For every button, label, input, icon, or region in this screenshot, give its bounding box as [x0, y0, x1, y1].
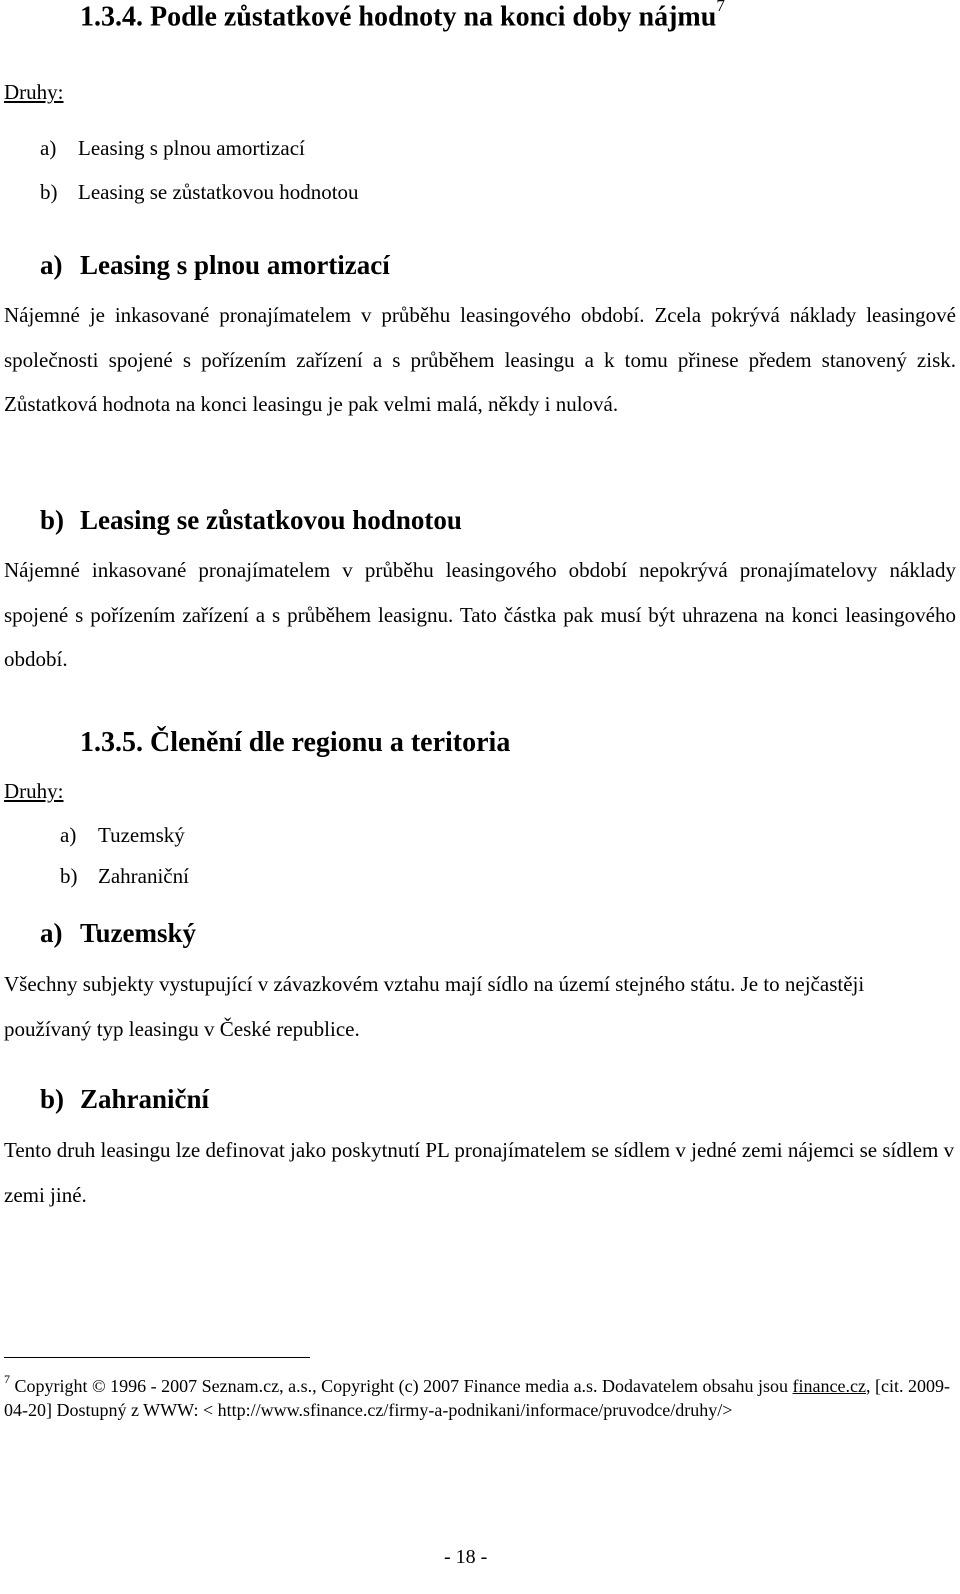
- page-number: - 18 -: [444, 1546, 488, 1568]
- druhy-label: Druhy:: [4, 80, 64, 104]
- list-item: a) Tuzemský: [60, 823, 185, 847]
- druhy-label: Druhy:: [4, 779, 64, 803]
- list-item: b) Leasing se zůstatkovou hodnotou: [40, 180, 359, 204]
- list-item: b) Zahraniční: [60, 864, 189, 888]
- section-heading-1-3-5: 1.3.5. Členění dle regionu a teritoria: [80, 727, 511, 758]
- subheading-domestic: a) Tuzemský: [40, 918, 197, 948]
- footnote: $^7$ Copyright © 1996 - 2007 Seznam.cz, a.s., Copyright (c) 2007 Finance media a.s. Dodavatelem obsahu jsou finance.cz, [cit. 2009-04-20] Dostupný z WWW: < http://www.sfinance.cz/firmy-a-podnikani/informace/pruvodce/druhy/>: [4, 1372, 950, 1420]
- paragraph-domestic: Všechny subjekty vystupující v závazkovém vztahu mají sídlo na území stejného státu. Je to nejčastěji používaný typ leasingu v České republice.: [4, 972, 865, 1041]
- footnote-link[interactable]: finance.cz: [792, 1376, 866, 1396]
- footnote-separator: [4, 1357, 310, 1358]
- subheading-foreign: b) Zahraniční: [40, 1084, 210, 1114]
- footnote-reference: 7: [716, 0, 725, 15]
- subheading-full-amortization: a) Leasing s plnou amortizací: [40, 250, 390, 280]
- paragraph-full-amortization: Nájemné je inkasované pronajímatelem v průběhu leasingového období. Zcela pokrývá náklady leasingové společnosti spojené s pořízením zařízení a s průběhem leasingu a k tomu přinese předem stanovený zisk. Zůstatková hodnota na konci leasingu je pak velmi malá, někdy i nulová.: [4, 303, 956, 416]
- footnote-number: 7: [4, 1372, 10, 1386]
- list-item: a) Leasing s plnou amortizací: [40, 136, 305, 160]
- subheading-residual-value: b) Leasing se zůstatkovou hodnotou: [40, 505, 462, 535]
- paragraph-foreign: Tento druh leasingu lze definovat jako poskytnutí PL pronajímatelem se sídlem v jedné zemi nájemci se sídlem v zemi jiné.: [4, 1138, 955, 1207]
- paragraph-residual-value: Nájemné inkasované pronajímatelem v průběhu leasingového období nepokrývá pronajímatelovy náklady spojené s pořízením zařízení a s průběhem leasignu. Tato částka pak musí být uhrazena na konci leasingového období.: [4, 558, 956, 671]
- section-heading-1-3-4: 1.3.4. Podle zůstatkové hodnoty na konci doby nájmu$^7$: [80, 0, 725, 33]
